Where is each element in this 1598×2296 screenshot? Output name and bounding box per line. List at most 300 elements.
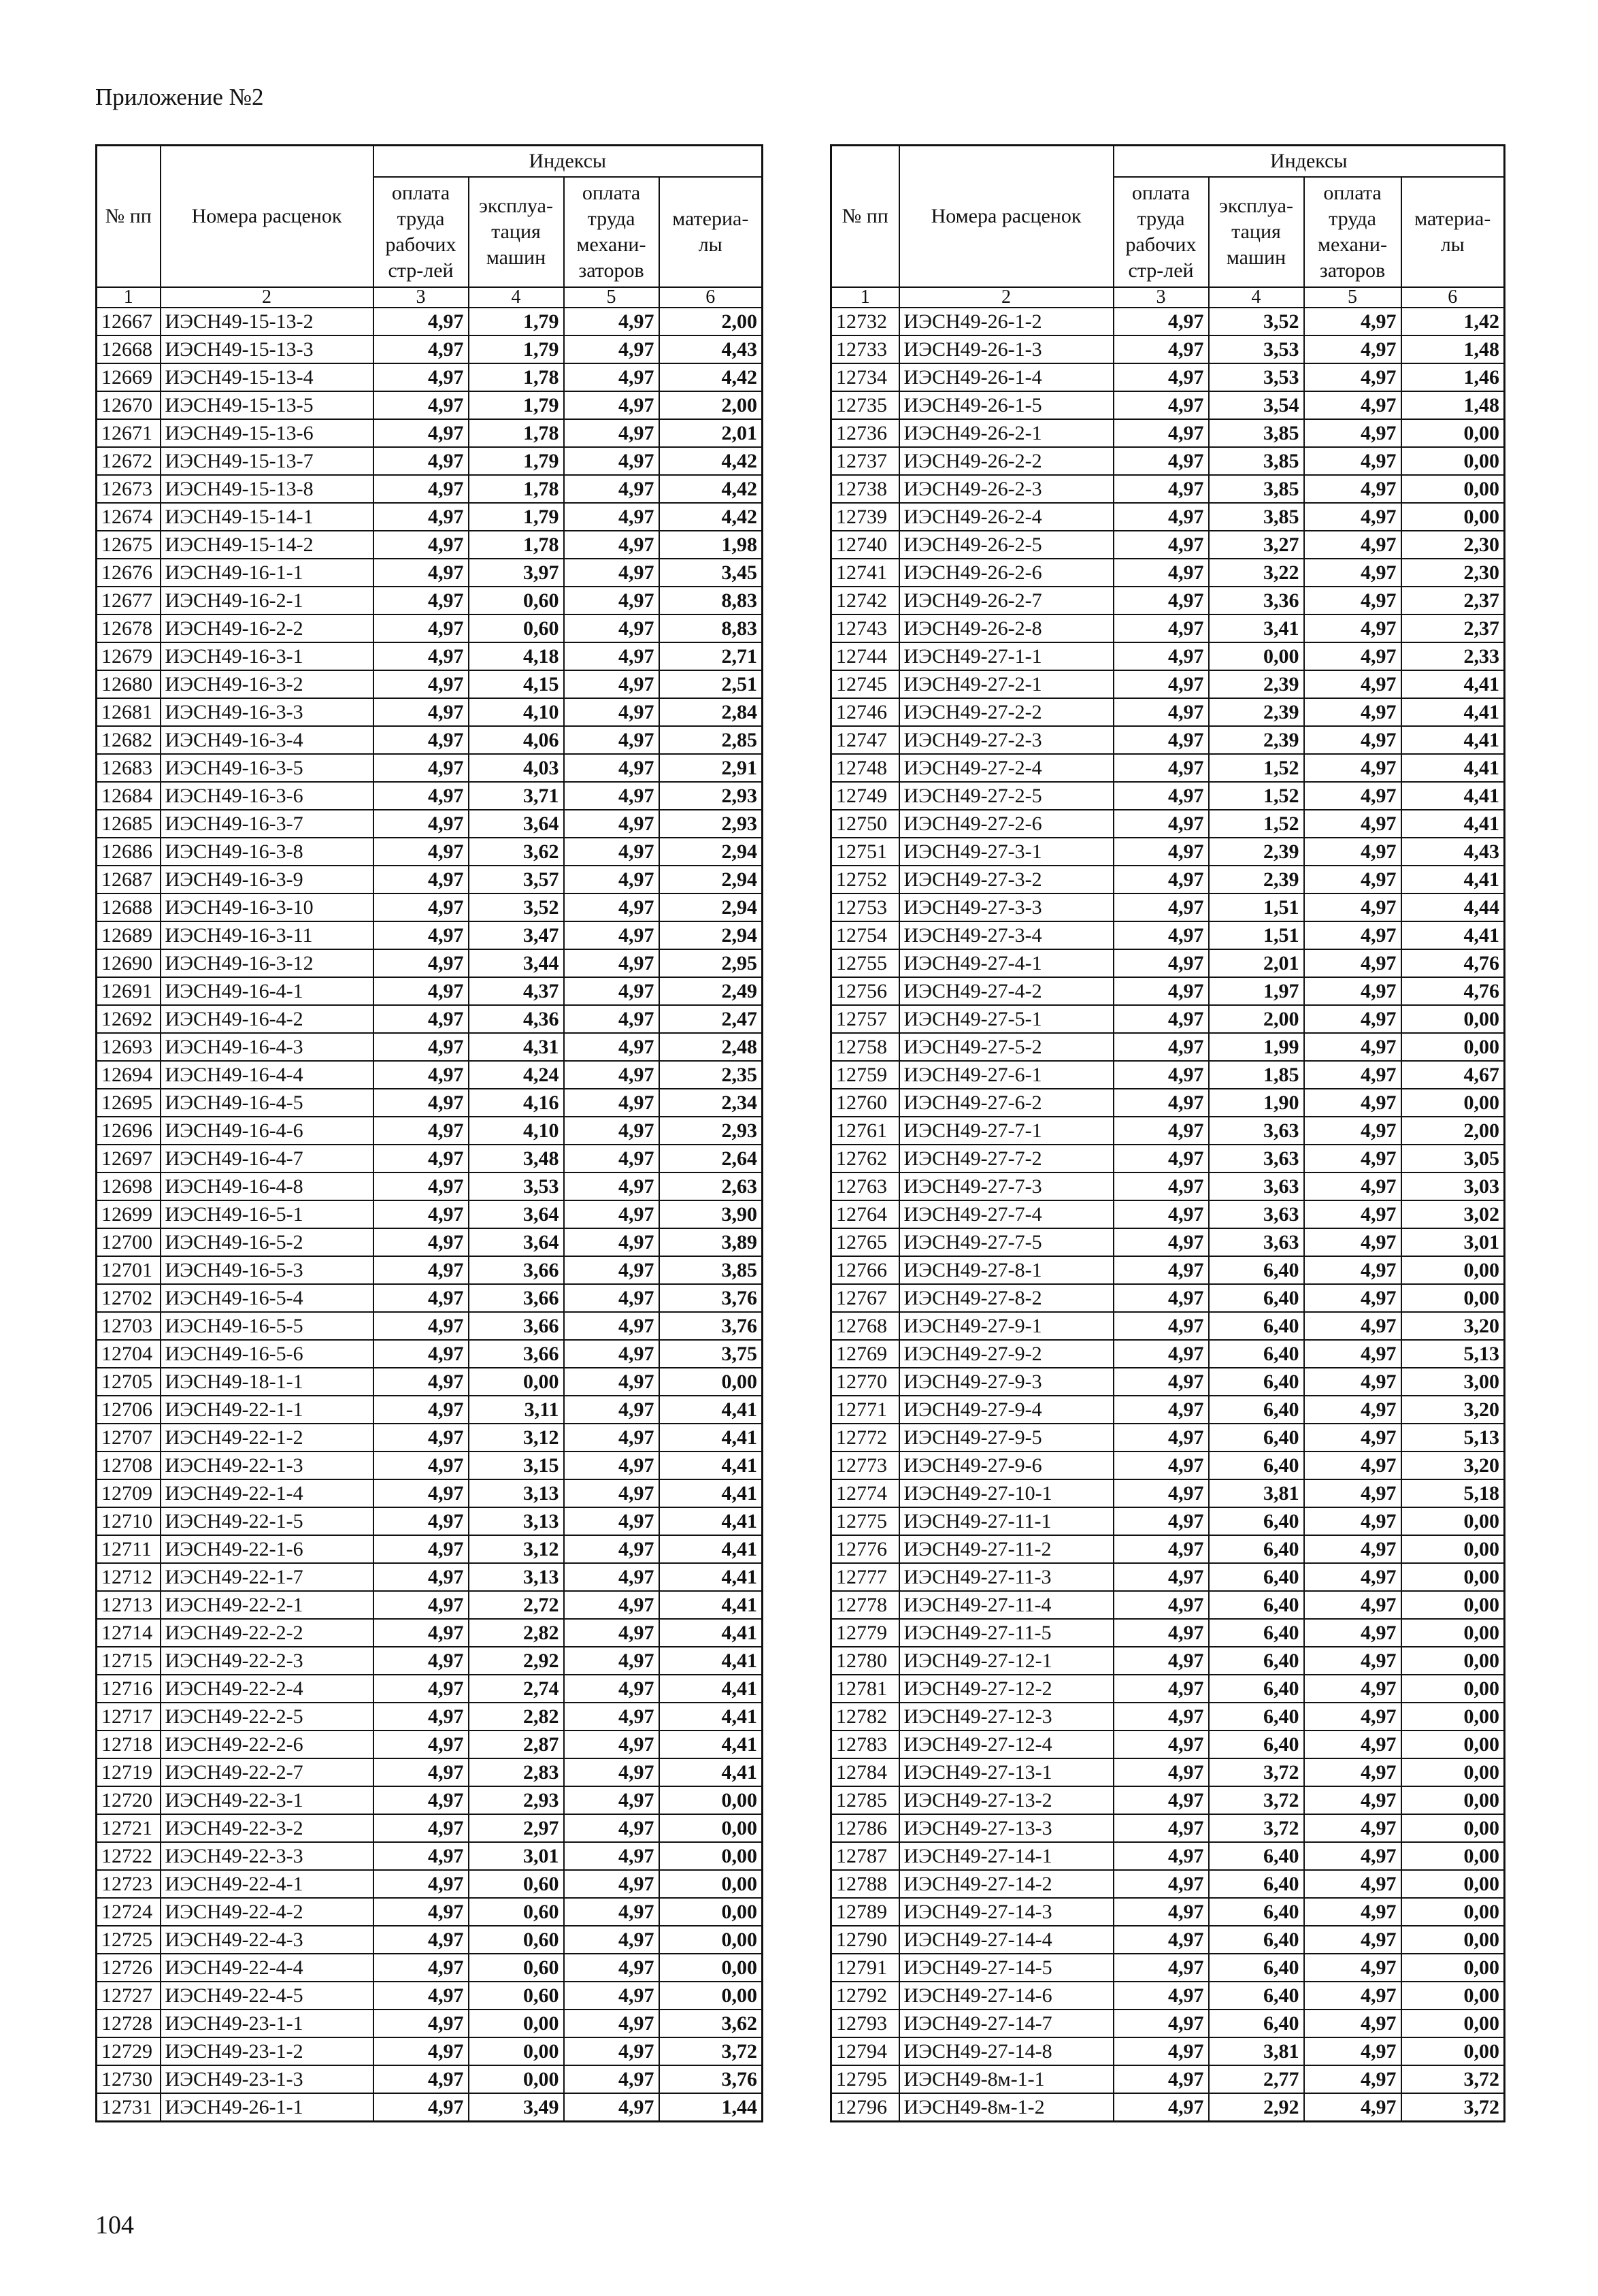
labor-machinists-index: 4,97 xyxy=(564,1535,659,1563)
table-row xyxy=(831,1089,1505,1117)
materials-index: 0,00 xyxy=(1401,1619,1505,1647)
labor-workers-index: 4,97 xyxy=(1114,1340,1209,1368)
labor-machinists-index: 4,97 xyxy=(564,1033,659,1061)
row-number: 12735 xyxy=(831,391,899,419)
labor-machinists-index: 4,97 xyxy=(1304,1954,1401,1982)
materials-index: 4,41 xyxy=(1401,810,1505,838)
table-row xyxy=(97,977,763,1005)
machine-operation-index: 0,60 xyxy=(469,614,564,642)
labor-workers-index: 4,97 xyxy=(373,1145,469,1172)
materials-index: 4,43 xyxy=(659,335,763,363)
materials-index: 3,03 xyxy=(1401,1172,1505,1200)
rate-code: ИЭСН49-22-1-5 xyxy=(161,1507,373,1535)
rate-code: ИЭСН49-23-1-3 xyxy=(161,2065,373,2093)
table-row xyxy=(97,2093,763,2122)
row-number: 12709 xyxy=(97,1479,161,1507)
rate-code: ИЭСН49-15-14-2 xyxy=(161,531,373,559)
labor-workers-index: 4,97 xyxy=(373,1089,469,1117)
row-number: 12725 xyxy=(97,1926,161,1954)
machine-operation-index: 2,39 xyxy=(1209,726,1304,754)
labor-workers-index: 4,97 xyxy=(373,866,469,893)
row-number: 12671 xyxy=(97,419,161,447)
materials-index: 4,41 xyxy=(659,1758,763,1786)
labor-machinists-index: 4,97 xyxy=(1304,559,1401,587)
labor-workers-index: 4,97 xyxy=(1114,1731,1209,1758)
row-number: 12685 xyxy=(97,810,161,838)
machine-operation-index: 3,53 xyxy=(1209,363,1304,391)
table-row xyxy=(831,810,1505,838)
machine-operation-index: 4,10 xyxy=(469,698,564,726)
machine-operation-index: 6,40 xyxy=(1209,1898,1304,1926)
table-row xyxy=(97,1619,763,1647)
machine-operation-index: 3,63 xyxy=(1209,1145,1304,1172)
table-row xyxy=(97,949,763,977)
row-number: 12759 xyxy=(831,1061,899,1089)
machine-operation-index: 2,39 xyxy=(1209,866,1304,893)
rate-code: ИЭСН49-16-2-1 xyxy=(161,587,373,614)
machine-operation-index: 2,72 xyxy=(469,1591,564,1619)
labor-machinists-index: 4,97 xyxy=(564,1870,659,1898)
labor-machinists-index: 4,97 xyxy=(564,1758,659,1786)
machine-operation-index: 3,85 xyxy=(1209,503,1304,531)
labor-workers-index: 4,97 xyxy=(1114,1898,1209,1926)
materials-index: 1,48 xyxy=(1401,335,1505,363)
row-number: 12766 xyxy=(831,1256,899,1284)
labor-machinists-index: 4,97 xyxy=(1304,782,1401,810)
row-number: 12734 xyxy=(831,363,899,391)
labor-workers-index: 4,97 xyxy=(1114,1424,1209,1452)
labor-workers-index: 4,97 xyxy=(1114,2093,1209,2122)
rate-code: ИЭСН49-27-5-1 xyxy=(899,1005,1114,1033)
labor-machinists-index: 4,97 xyxy=(1304,1396,1401,1424)
labor-machinists-index: 4,97 xyxy=(1304,1340,1401,1368)
labor-workers-index: 4,97 xyxy=(1114,642,1209,670)
labor-machinists-index: 4,97 xyxy=(1304,921,1401,949)
table-row xyxy=(97,670,763,698)
row-number: 12699 xyxy=(97,1200,161,1228)
materials-index: 0,00 xyxy=(1401,1507,1505,1535)
rate-code: ИЭСН49-27-7-3 xyxy=(899,1172,1114,1200)
materials-index: 3,89 xyxy=(659,1228,763,1256)
labor-workers-index: 4,97 xyxy=(1114,363,1209,391)
machine-operation-index: 3,97 xyxy=(469,559,564,587)
row-number: 12667 xyxy=(97,308,161,335)
machine-operation-index: 2,01 xyxy=(1209,949,1304,977)
labor-machinists-index: 4,97 xyxy=(1304,1033,1401,1061)
table-row xyxy=(831,1982,1505,2010)
table-row xyxy=(831,2010,1505,2037)
row-number: 12712 xyxy=(97,1563,161,1591)
materials-index: 0,00 xyxy=(1401,419,1505,447)
table-row xyxy=(97,1758,763,1786)
row-number: 12753 xyxy=(831,893,899,921)
rate-code: ИЭСН49-27-9-5 xyxy=(899,1424,1114,1452)
materials-index: 2,30 xyxy=(1401,531,1505,559)
table-row xyxy=(831,475,1505,503)
table-row xyxy=(831,838,1505,866)
row-number: 12705 xyxy=(97,1368,161,1396)
header-machine-operation: эксплуа-тация машин xyxy=(469,177,564,287)
header-labor-machinists: оплата труда механи-заторов xyxy=(564,177,659,287)
materials-index: 2,47 xyxy=(659,1005,763,1033)
machine-operation-index: 3,71 xyxy=(469,782,564,810)
labor-workers-index: 4,97 xyxy=(373,1061,469,1089)
rate-code: ИЭСН49-27-1-1 xyxy=(899,642,1114,670)
row-number: 12750 xyxy=(831,810,899,838)
rate-code: ИЭСН49-23-1-1 xyxy=(161,2010,373,2037)
rate-code: ИЭСН49-26-1-1 xyxy=(161,2093,373,2122)
materials-index: 2,93 xyxy=(659,782,763,810)
machine-operation-index: 3,66 xyxy=(469,1340,564,1368)
materials-index: 8,83 xyxy=(659,587,763,614)
row-number: 12796 xyxy=(831,2093,899,2122)
row-number: 12683 xyxy=(97,754,161,782)
labor-workers-index: 4,97 xyxy=(373,1200,469,1228)
table-row xyxy=(97,838,763,866)
machine-operation-index: 4,10 xyxy=(469,1117,564,1145)
materials-index: 4,41 xyxy=(659,1535,763,1563)
materials-index: 4,41 xyxy=(659,1591,763,1619)
row-number: 12739 xyxy=(831,503,899,531)
rate-code: ИЭСН49-27-4-2 xyxy=(899,977,1114,1005)
labor-machinists-index: 4,97 xyxy=(1304,391,1401,419)
table-row xyxy=(831,559,1505,587)
rate-code: ИЭСН49-27-3-4 xyxy=(899,921,1114,949)
header-materials: материа-лы xyxy=(1401,177,1505,287)
row-number: 12777 xyxy=(831,1563,899,1591)
machine-operation-index: 0,60 xyxy=(469,1926,564,1954)
labor-workers-index: 4,97 xyxy=(1114,1814,1209,1842)
labor-workers-index: 4,97 xyxy=(373,363,469,391)
labor-workers-index: 4,97 xyxy=(373,1228,469,1256)
labor-workers-index: 4,97 xyxy=(1114,1619,1209,1647)
row-number: 12697 xyxy=(97,1145,161,1172)
labor-machinists-index: 4,97 xyxy=(564,782,659,810)
machine-operation-index: 1,52 xyxy=(1209,782,1304,810)
labor-workers-index: 4,97 xyxy=(373,642,469,670)
rate-code: ИЭСН49-8м-1-1 xyxy=(899,2065,1114,2093)
rate-code: ИЭСН49-27-11-3 xyxy=(899,1563,1114,1591)
row-number: 12730 xyxy=(97,2065,161,2093)
rate-code: ИЭСН49-15-13-8 xyxy=(161,475,373,503)
row-number: 12765 xyxy=(831,1228,899,1256)
row-number: 12786 xyxy=(831,1814,899,1842)
labor-machinists-index: 4,97 xyxy=(564,503,659,531)
materials-index: 4,41 xyxy=(659,1507,763,1535)
labor-machinists-index: 4,97 xyxy=(564,949,659,977)
labor-machinists-index: 4,97 xyxy=(564,1647,659,1675)
materials-index: 2,64 xyxy=(659,1145,763,1172)
machine-operation-index: 2,39 xyxy=(1209,670,1304,698)
rate-code: ИЭСН49-16-3-11 xyxy=(161,921,373,949)
rate-code: ИЭСН49-27-7-5 xyxy=(899,1228,1114,1256)
rate-code: ИЭСН49-22-2-7 xyxy=(161,1758,373,1786)
materials-index: 3,75 xyxy=(659,1340,763,1368)
machine-operation-index: 0,60 xyxy=(469,1982,564,2010)
row-number: 12749 xyxy=(831,782,899,810)
labor-machinists-index: 4,97 xyxy=(564,810,659,838)
labor-machinists-index: 4,97 xyxy=(564,838,659,866)
table-row xyxy=(97,1312,763,1340)
row-number: 12703 xyxy=(97,1312,161,1340)
materials-index: 3,01 xyxy=(1401,1228,1505,1256)
row-number: 12792 xyxy=(831,1982,899,2010)
labor-workers-index: 4,97 xyxy=(1114,1312,1209,1340)
table-row xyxy=(97,1424,763,1452)
rate-code: ИЭСН49-16-3-10 xyxy=(161,893,373,921)
table-row xyxy=(97,1647,763,1675)
machine-operation-index: 4,16 xyxy=(469,1089,564,1117)
labor-workers-index: 4,97 xyxy=(373,1786,469,1814)
rate-code: ИЭСН49-27-2-4 xyxy=(899,754,1114,782)
materials-index: 5,18 xyxy=(1401,1479,1505,1507)
table-row xyxy=(97,2065,763,2093)
labor-workers-index: 4,97 xyxy=(373,782,469,810)
materials-index: 0,00 xyxy=(1401,1675,1505,1703)
row-number: 12758 xyxy=(831,1033,899,1061)
labor-workers-index: 4,97 xyxy=(373,2093,469,2122)
row-number: 12755 xyxy=(831,949,899,977)
labor-workers-index: 4,97 xyxy=(373,1396,469,1424)
table-row xyxy=(97,893,763,921)
rate-code: ИЭСН49-16-3-5 xyxy=(161,754,373,782)
machine-operation-index: 6,40 xyxy=(1209,1870,1304,1898)
row-number: 12722 xyxy=(97,1842,161,1870)
row-number: 12783 xyxy=(831,1731,899,1758)
machine-operation-index: 6,40 xyxy=(1209,1982,1304,2010)
labor-workers-index: 4,97 xyxy=(373,1424,469,1452)
rate-code: ИЭСН49-26-2-4 xyxy=(899,503,1114,531)
materials-index: 0,00 xyxy=(1401,1814,1505,1842)
materials-index: 4,41 xyxy=(659,1675,763,1703)
table-body-right xyxy=(831,308,1505,2122)
table-row xyxy=(97,1228,763,1256)
labor-workers-index: 4,97 xyxy=(373,1284,469,1312)
machine-operation-index: 6,40 xyxy=(1209,1424,1304,1452)
materials-index: 4,41 xyxy=(659,1647,763,1675)
machine-operation-index: 3,81 xyxy=(1209,2037,1304,2065)
rate-code: ИЭСН49-26-2-6 xyxy=(899,559,1114,587)
row-number: 12782 xyxy=(831,1703,899,1731)
machine-operation-index: 1,78 xyxy=(469,531,564,559)
labor-machinists-index: 4,97 xyxy=(564,1954,659,1982)
rate-code: ИЭСН49-27-9-1 xyxy=(899,1312,1114,1340)
machine-operation-index: 1,78 xyxy=(469,363,564,391)
labor-machinists-index: 4,97 xyxy=(1304,1898,1401,1926)
table-row xyxy=(97,475,763,503)
materials-index: 1,48 xyxy=(1401,391,1505,419)
table-row xyxy=(97,503,763,531)
table-row xyxy=(831,503,1505,531)
materials-index: 2,00 xyxy=(1401,1117,1505,1145)
rate-code: ИЭСН49-27-2-6 xyxy=(899,810,1114,838)
materials-index: 4,42 xyxy=(659,503,763,531)
materials-index: 2,00 xyxy=(659,391,763,419)
table-row xyxy=(97,2010,763,2037)
row-number: 12680 xyxy=(97,670,161,698)
rate-code: ИЭСН49-15-13-3 xyxy=(161,335,373,363)
table-row xyxy=(97,1842,763,1870)
labor-machinists-index: 4,97 xyxy=(564,2093,659,2122)
materials-index: 8,83 xyxy=(659,614,763,642)
labor-workers-index: 4,97 xyxy=(1114,1563,1209,1591)
labor-machinists-index: 4,97 xyxy=(564,1703,659,1731)
rate-code: ИЭСН49-22-3-1 xyxy=(161,1786,373,1814)
materials-index: 0,00 xyxy=(659,1870,763,1898)
row-number: 12775 xyxy=(831,1507,899,1535)
machine-operation-index: 2,82 xyxy=(469,1619,564,1647)
table-row xyxy=(97,419,763,447)
labor-machinists-index: 4,97 xyxy=(564,391,659,419)
table-row xyxy=(97,642,763,670)
rate-code: ИЭСН49-22-2-2 xyxy=(161,1619,373,1647)
row-number: 12720 xyxy=(97,1786,161,1814)
machine-operation-index: 1,79 xyxy=(469,308,564,335)
labor-workers-index: 4,97 xyxy=(1114,1089,1209,1117)
machine-operation-index: 3,41 xyxy=(1209,614,1304,642)
machine-operation-index: 3,52 xyxy=(1209,308,1304,335)
row-number: 12757 xyxy=(831,1005,899,1033)
labor-machinists-index: 4,97 xyxy=(1304,1005,1401,1033)
materials-index: 4,67 xyxy=(1401,1061,1505,1089)
labor-workers-index: 4,97 xyxy=(1114,977,1209,1005)
row-number: 12677 xyxy=(97,587,161,614)
header-num: № пп xyxy=(831,146,899,288)
labor-machinists-index: 4,97 xyxy=(564,2010,659,2037)
table-row xyxy=(97,1786,763,1814)
table-row xyxy=(97,335,763,363)
labor-workers-index: 4,97 xyxy=(1114,1228,1209,1256)
labor-machinists-index: 4,97 xyxy=(564,1424,659,1452)
row-number: 12771 xyxy=(831,1396,899,1424)
table-row xyxy=(831,1172,1505,1200)
machine-operation-index: 6,40 xyxy=(1209,1647,1304,1675)
materials-index: 5,13 xyxy=(1401,1424,1505,1452)
materials-index: 0,00 xyxy=(1401,1758,1505,1786)
table-row xyxy=(97,1954,763,1982)
row-number: 12745 xyxy=(831,670,899,698)
machine-operation-index: 1,51 xyxy=(1209,893,1304,921)
materials-index: 0,00 xyxy=(1401,2037,1505,2065)
machine-operation-index: 6,40 xyxy=(1209,1926,1304,1954)
row-number: 12701 xyxy=(97,1256,161,1284)
labor-machinists-index: 4,97 xyxy=(564,1814,659,1842)
rate-code: ИЭСН49-27-2-5 xyxy=(899,782,1114,810)
machine-operation-index: 3,44 xyxy=(469,949,564,977)
machine-operation-index: 4,24 xyxy=(469,1061,564,1089)
rate-code: ИЭСН49-27-14-3 xyxy=(899,1898,1114,1926)
labor-workers-index: 4,97 xyxy=(1114,587,1209,614)
labor-workers-index: 4,97 xyxy=(1114,1396,1209,1424)
labor-machinists-index: 4,97 xyxy=(564,1842,659,1870)
row-number: 12719 xyxy=(97,1758,161,1786)
labor-workers-index: 4,97 xyxy=(373,1368,469,1396)
labor-machinists-index: 4,97 xyxy=(564,1563,659,1591)
labor-machinists-index: 4,97 xyxy=(564,754,659,782)
rate-code: ИЭСН49-16-3-2 xyxy=(161,670,373,698)
row-number: 12746 xyxy=(831,698,899,726)
rate-code: ИЭСН49-15-13-4 xyxy=(161,363,373,391)
row-number: 12715 xyxy=(97,1647,161,1675)
table-row xyxy=(831,1703,1505,1731)
labor-workers-index: 4,97 xyxy=(1114,1507,1209,1535)
materials-index: 2,91 xyxy=(659,754,763,782)
materials-index: 1,42 xyxy=(1401,308,1505,335)
rate-code: ИЭСН49-27-9-3 xyxy=(899,1368,1114,1396)
machine-operation-index: 3,66 xyxy=(469,1284,564,1312)
rate-code: ИЭСН49-22-2-3 xyxy=(161,1647,373,1675)
labor-workers-index: 4,97 xyxy=(1114,893,1209,921)
row-number: 12772 xyxy=(831,1424,899,1452)
labor-machinists-index: 4,97 xyxy=(1304,335,1401,363)
labor-workers-index: 4,97 xyxy=(1114,754,1209,782)
table-row xyxy=(831,391,1505,419)
labor-workers-index: 4,97 xyxy=(1114,1368,1209,1396)
machine-operation-index: 1,51 xyxy=(1209,921,1304,949)
labor-workers-index: 4,97 xyxy=(1114,1200,1209,1228)
machine-operation-index: 3,53 xyxy=(469,1172,564,1200)
labor-machinists-index: 4,97 xyxy=(1304,1563,1401,1591)
rate-code: ИЭСН49-16-4-3 xyxy=(161,1033,373,1061)
row-number: 12729 xyxy=(97,2037,161,2065)
rate-code: ИЭСН49-27-12-4 xyxy=(899,1731,1114,1758)
table-row xyxy=(831,1061,1505,1089)
labor-workers-index: 4,97 xyxy=(373,1312,469,1340)
row-number: 12752 xyxy=(831,866,899,893)
machine-operation-index: 3,66 xyxy=(469,1256,564,1284)
table-row xyxy=(831,1647,1505,1675)
rate-code: ИЭСН49-16-2-2 xyxy=(161,614,373,642)
row-number: 12700 xyxy=(97,1228,161,1256)
rate-code: ИЭСН49-16-3-1 xyxy=(161,642,373,670)
labor-machinists-index: 4,97 xyxy=(564,559,659,587)
labor-workers-index: 4,97 xyxy=(373,1675,469,1703)
labor-workers-index: 4,97 xyxy=(373,1172,469,1200)
table-row xyxy=(831,1117,1505,1145)
labor-workers-index: 4,97 xyxy=(1114,475,1209,503)
row-number: 12710 xyxy=(97,1507,161,1535)
row-number: 12696 xyxy=(97,1117,161,1145)
materials-index: 3,20 xyxy=(1401,1452,1505,1479)
labor-workers-index: 4,97 xyxy=(373,1117,469,1145)
labor-machinists-index: 4,97 xyxy=(1304,1172,1401,1200)
row-number: 12718 xyxy=(97,1731,161,1758)
machine-operation-index: 3,85 xyxy=(1209,447,1304,475)
labor-machinists-index: 4,97 xyxy=(564,587,659,614)
labor-machinists-index: 4,97 xyxy=(1304,1145,1401,1172)
labor-workers-index: 4,97 xyxy=(1114,921,1209,949)
labor-machinists-index: 4,97 xyxy=(1304,1731,1401,1758)
labor-workers-index: 4,97 xyxy=(373,1703,469,1731)
machine-operation-index: 6,40 xyxy=(1209,1535,1304,1563)
labor-workers-index: 4,97 xyxy=(1114,726,1209,754)
labor-machinists-index: 4,97 xyxy=(1304,587,1401,614)
rate-code: ИЭСН49-26-2-1 xyxy=(899,419,1114,447)
labor-machinists-index: 4,97 xyxy=(564,363,659,391)
row-number: 12688 xyxy=(97,893,161,921)
table-row xyxy=(831,977,1505,1005)
row-number: 12673 xyxy=(97,475,161,503)
machine-operation-index: 6,40 xyxy=(1209,1452,1304,1479)
materials-index: 3,76 xyxy=(659,1312,763,1340)
table-row xyxy=(831,754,1505,782)
rate-code: ИЭСН49-15-13-5 xyxy=(161,391,373,419)
materials-index: 1,98 xyxy=(659,531,763,559)
labor-machinists-index: 4,97 xyxy=(564,1089,659,1117)
materials-index: 2,34 xyxy=(659,1089,763,1117)
table-row xyxy=(97,1172,763,1200)
labor-workers-index: 4,97 xyxy=(373,949,469,977)
